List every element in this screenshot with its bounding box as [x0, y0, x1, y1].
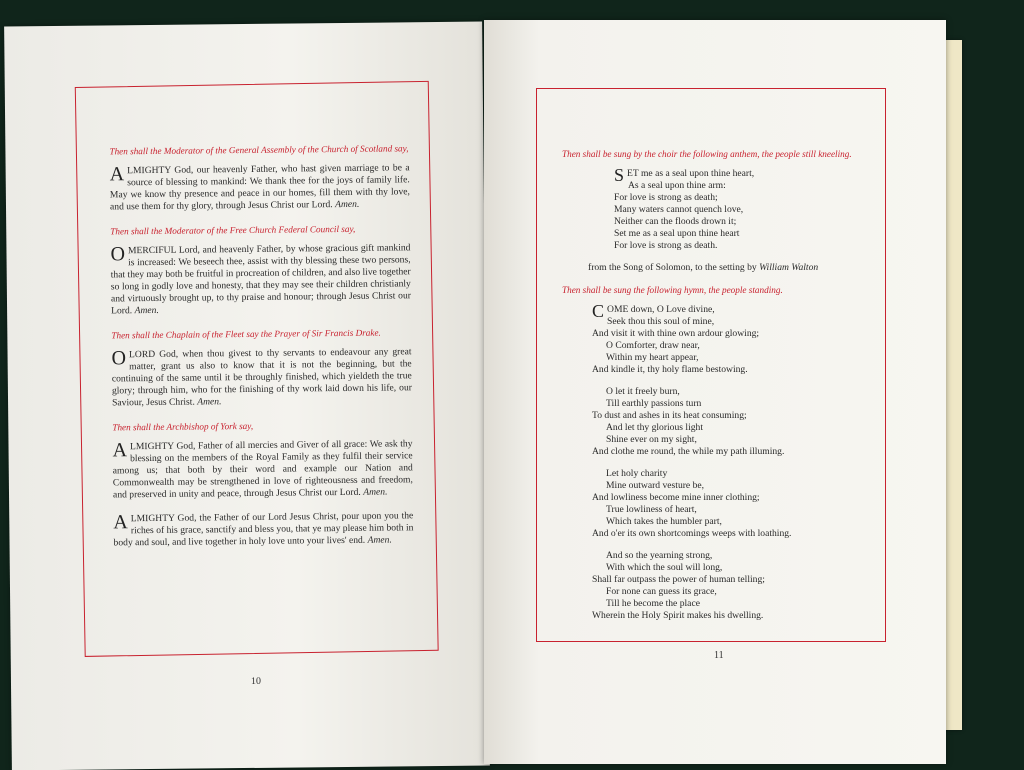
prayer-body: MERCIFUL Lord, and heavenly Father, by whose gracious gift mankind is increased: We beseech thee, assist with thy blessing these two persons, that they may both be fruitful in procreation of children, and also live together so long in godly love and honesty, that they may see their children christianly and virtuously brought up, to thy praise and honour; through Jesus Christ our Lord.: [110, 242, 412, 317]
prayer-section: [112, 418, 413, 501]
prayer-text: [110, 242, 411, 317]
hymn-line: For none can guess its grace,: [606, 586, 717, 597]
hymn-stanza: [592, 468, 866, 540]
drop-cap: A: [109, 163, 125, 186]
page-number: 11: [714, 650, 724, 661]
prayer-section: [110, 222, 411, 317]
attribution-text: from the Song of Solomon, to the setting by: [588, 262, 757, 273]
amen: Amen.: [367, 534, 392, 546]
anthem-line: For love is strong as death;: [614, 192, 718, 203]
line-text: OME down, O Love divine,: [607, 304, 715, 315]
hymn-line: Till earthly passions turn: [606, 398, 702, 409]
hymn-line: And let thy glorious light: [606, 422, 704, 433]
prayer-text: [112, 438, 413, 501]
drop-cap: C: [592, 301, 605, 321]
prayer-section: [109, 142, 410, 213]
drop-cap: O: [110, 243, 126, 266]
hymn-line: True lowliness of heart,: [606, 504, 697, 515]
amen: Amen.: [363, 486, 388, 498]
hymn-line: And o'er its own shortcomings weeps with loathing.: [592, 528, 792, 539]
prayer-text: [112, 346, 413, 409]
hymn-line: Let holy charity: [606, 468, 668, 479]
hymn-line: [592, 301, 866, 321]
hymn: [592, 301, 866, 622]
prayer-body: LORD God, when thou givest to thy servants to endeavour any great matter, grant us also to know that it is not the beginning, but the continuing of the same until it be throughly finished, which yieldeth the true glory; through him, who for the finishing of thy work laid down his life, our Saviour, Jesus Christ.: [111, 346, 412, 409]
hymn-line: And so the yearning strong,: [606, 550, 713, 561]
amen: Amen.: [134, 304, 159, 317]
amen: Amen.: [197, 396, 222, 408]
rubric: Then shall the Archbishop of York say,: [112, 420, 254, 433]
anthem-line: Many waters cannot quench love,: [614, 204, 744, 215]
prayer-body: LMIGHTY God, the Father of our Lord Jesus Christ, pour upon you the riches of his grace, sanctify and bless you, that ye may please him both in body and soul, and live together in holy love unto your lives' end.: [113, 510, 414, 549]
hymn-line: And kindle it, thy holy flame bestowing.: [592, 364, 748, 375]
line-text: ET me as a seal upon thine heart,: [627, 168, 755, 179]
hymn-rubric: Then shall be sung the following hymn, the people standing.: [562, 285, 783, 295]
anthem-attribution: [588, 262, 866, 274]
amen: Amen.: [335, 198, 360, 211]
hymn-line: Till he become the place: [606, 598, 700, 609]
rubric: Then shall the Moderator of the Free Church Federal Council say,: [110, 223, 356, 237]
anthem-line: Set me as a seal upon thine heart: [614, 228, 740, 239]
hymn-line: Shall far outpass the power of human telling;: [592, 574, 765, 585]
prayer-text: [110, 162, 410, 213]
hymn-line: O Comforter, draw near,: [606, 340, 700, 351]
prayer-body: LMIGHTY God, our heavenly Father, who hast given marriage to be a source of blessing to mankind: We thank thee for the joys of family life. May we know thy presence and peace in our homes, fill them with thy love, and use them for thy glory, through Jesus Christ our Lord.: [109, 162, 410, 213]
hymn-line: And visit it with thine own ardour glowing;: [592, 328, 760, 339]
hymn-line: Wherein the Holy Spirit makes his dwelling.: [592, 610, 764, 621]
composer: William Walton: [759, 262, 819, 273]
prayer-body: LMIGHTY God, Father of all mercies and Giver of all grace: We ask thy blessing on the members of the Royal Family as they fulfil their service among us; that both by their word and example our Nation and Commonwealth may be strengthened in love of righteousness and freedom, and preserved in unity and peace, through Jesus Christ our Lord.: [112, 438, 413, 501]
hymn-line: To dust and ashes in its heat consuming;: [592, 410, 747, 421]
anthem-line: For love is strong as death.: [614, 240, 718, 251]
hymn-line: Mine outward vesture be,: [606, 480, 705, 491]
right-page: [484, 20, 946, 764]
page-number: 10: [250, 675, 262, 687]
prayer-text: [113, 510, 413, 549]
anthem-line: [614, 165, 866, 185]
left-page-content: [109, 142, 413, 561]
right-page-content: [562, 148, 866, 632]
hymn-line: Which takes the humbler part,: [606, 516, 722, 527]
anthem: [614, 165, 866, 252]
drop-cap: A: [113, 511, 128, 534]
hymn-line: O let it freely burn,: [606, 386, 680, 397]
anthem-line: Neither can the floods drown it;: [614, 216, 737, 227]
prayer-section: [113, 510, 413, 549]
left-page: [4, 22, 490, 770]
hymn-line: And clothe me round, the while my path illuming.: [592, 446, 785, 457]
hymn-line: Seek thou this soul of mine,: [607, 316, 715, 327]
anthem-line: As a seal upon thine arm:: [628, 180, 726, 191]
hymn-stanza: [592, 386, 866, 458]
drop-cap: O: [111, 347, 127, 370]
hymn-line: And lowliness become mine inner clothing;: [592, 492, 760, 503]
rubric: Then shall the Moderator of the General Assembly of the Church of Scotland say,: [109, 143, 409, 157]
hymn-line: Within my heart appear,: [606, 352, 699, 363]
drop-cap: S: [614, 165, 625, 185]
hymn-stanza: [592, 550, 866, 622]
hymn-line: Shine ever on my sight,: [606, 434, 697, 445]
hymn-stanza: [592, 301, 866, 376]
prayer-section: [111, 326, 412, 409]
anthem-rubric: Then shall be sung by the choir the following anthem, the people still kneeling.: [562, 149, 852, 159]
drop-cap: A: [112, 439, 128, 462]
hymn-line: With which the soul will long,: [606, 562, 723, 573]
rubric: Then shall the Chaplain of the Fleet say the Prayer of Sir Francis Drake.: [111, 327, 381, 341]
